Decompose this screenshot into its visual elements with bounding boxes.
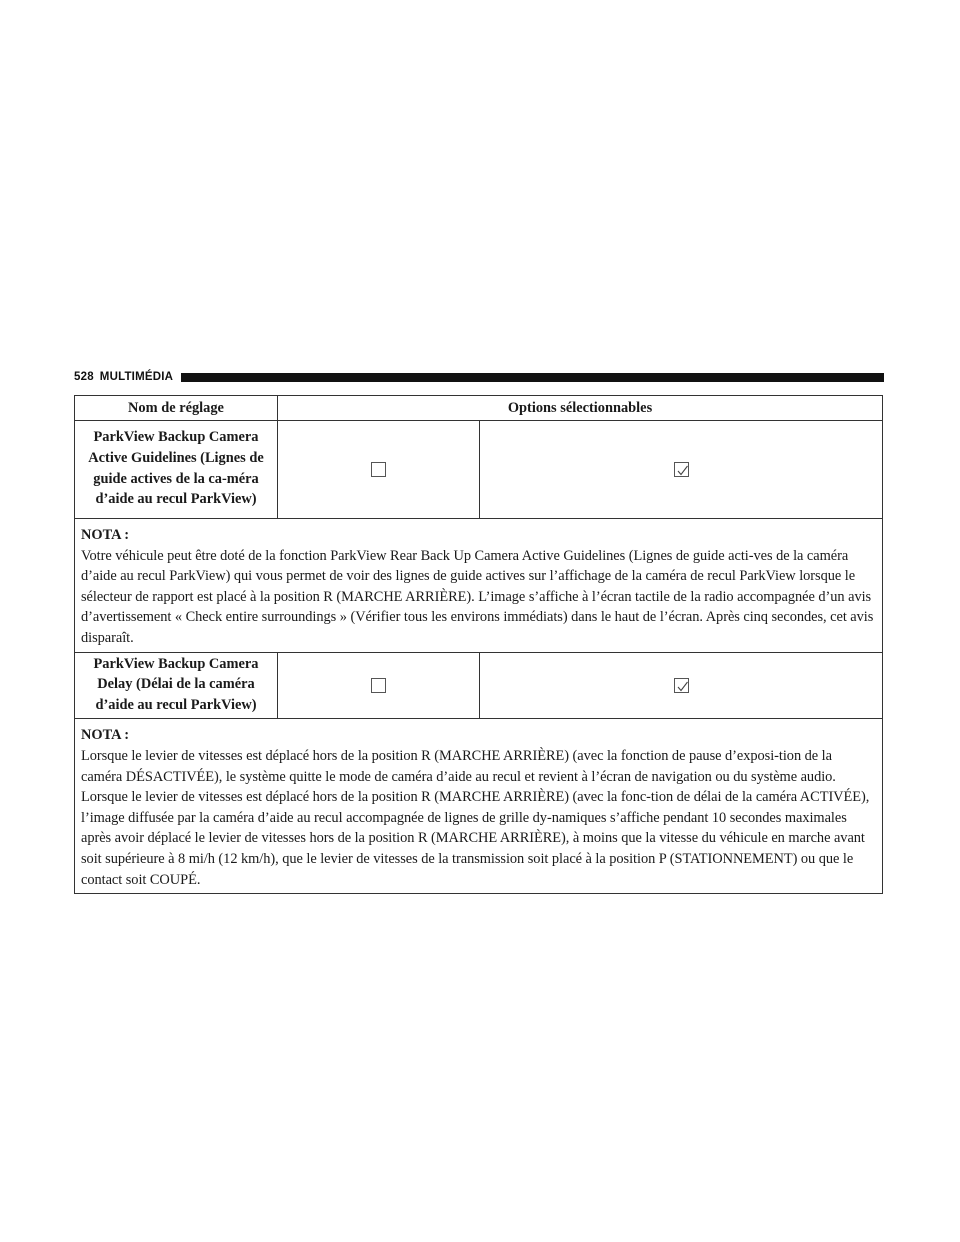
option-off-cell <box>278 652 480 719</box>
unchecked-box-icon <box>371 462 386 477</box>
note-row-active-guidelines <box>75 519 883 653</box>
setting-name-active-guidelines: ParkView Backup Camera Active Guidelines (Lignes de guide actives de la ca-méra d’aide au recul ParkView) <box>75 421 278 519</box>
option-off-cell <box>278 421 480 519</box>
checked-box-icon <box>674 462 689 477</box>
page-number: 528 <box>74 371 94 383</box>
settings-table <box>74 395 883 894</box>
setting-name-camera-delay: ParkView Backup Camera Delay (Délai de la caméra d’aide au recul ParkView) <box>75 652 278 719</box>
note-text: Votre véhicule peut être doté de la fonction ParkView Rear Back Up Camera Active Guidelines (Lignes de guide acti-ves de la caméra d’aide au recul ParkView) qui vous permet de voir des lignes de guide actives sur l’affichage de la caméra de recul ParkView lorsque le sélecteur de rapport est placé à la position R (MARCHE ARRIÈRE). L’image s’affiche à l’écran tactile de la radio accompagnée d’un avis d’avertissement « Check entire surroundings » (Vérifier tous les environs immédiats) dans le haut de l’écran. Après cinq secondes, cet avis disparaît. <box>81 547 874 646</box>
note-title: NOTA : <box>81 727 130 744</box>
note-row-camera-delay <box>75 719 883 894</box>
unchecked-box-icon <box>371 678 386 693</box>
section-title: MULTIMÉDIA <box>99 371 174 383</box>
note-cell <box>75 519 883 653</box>
setting-row-camera-delay <box>75 652 883 719</box>
note-title: NOTA : <box>81 527 130 543</box>
checked-box-icon <box>674 678 689 693</box>
page-header <box>74 366 884 388</box>
header-rule <box>181 373 884 382</box>
column-header-options: Options sélectionnables <box>278 396 883 421</box>
note-cell <box>75 719 883 894</box>
option-on-cell <box>480 421 883 519</box>
option-on-cell <box>480 652 883 719</box>
table-header-row <box>75 396 883 421</box>
note-text: Lorsque le levier de vitesses est déplacé hors de la position R (MARCHE ARRIÈRE) (avec la fonction de pause d’exposi-tion de la caméra DÉSACTIVÉE), le système quitte le mode de caméra d’aide au recul et revient à l’écran de navigation ou du système audio. Lorsque le levier de vitesses est déplacé hors de la position R (MARCHE ARRIÈRE) (avec la fonc-tion de délai de la caméra ACTIVÉE), l’image diffusée par la caméra d’aide au recul accompagnée de lignes de grille dy-namiques s’affiche pendant 10 secondes maximales après avoir déplacé le levier de vitesses hors de la position R (MARCHE ARRIÈRE), à moins que la vitesse du véhicule en marche avant soit supérieure à 8 mi/h (12 km/h), que le levier de vitesses de la transmission soit placé à la position P (STATIONNEMENT) ou que le contact soit COUPÉ. <box>81 747 870 888</box>
column-header-setting-name: Nom de réglage <box>75 396 278 421</box>
setting-row-active-guidelines <box>75 421 883 519</box>
